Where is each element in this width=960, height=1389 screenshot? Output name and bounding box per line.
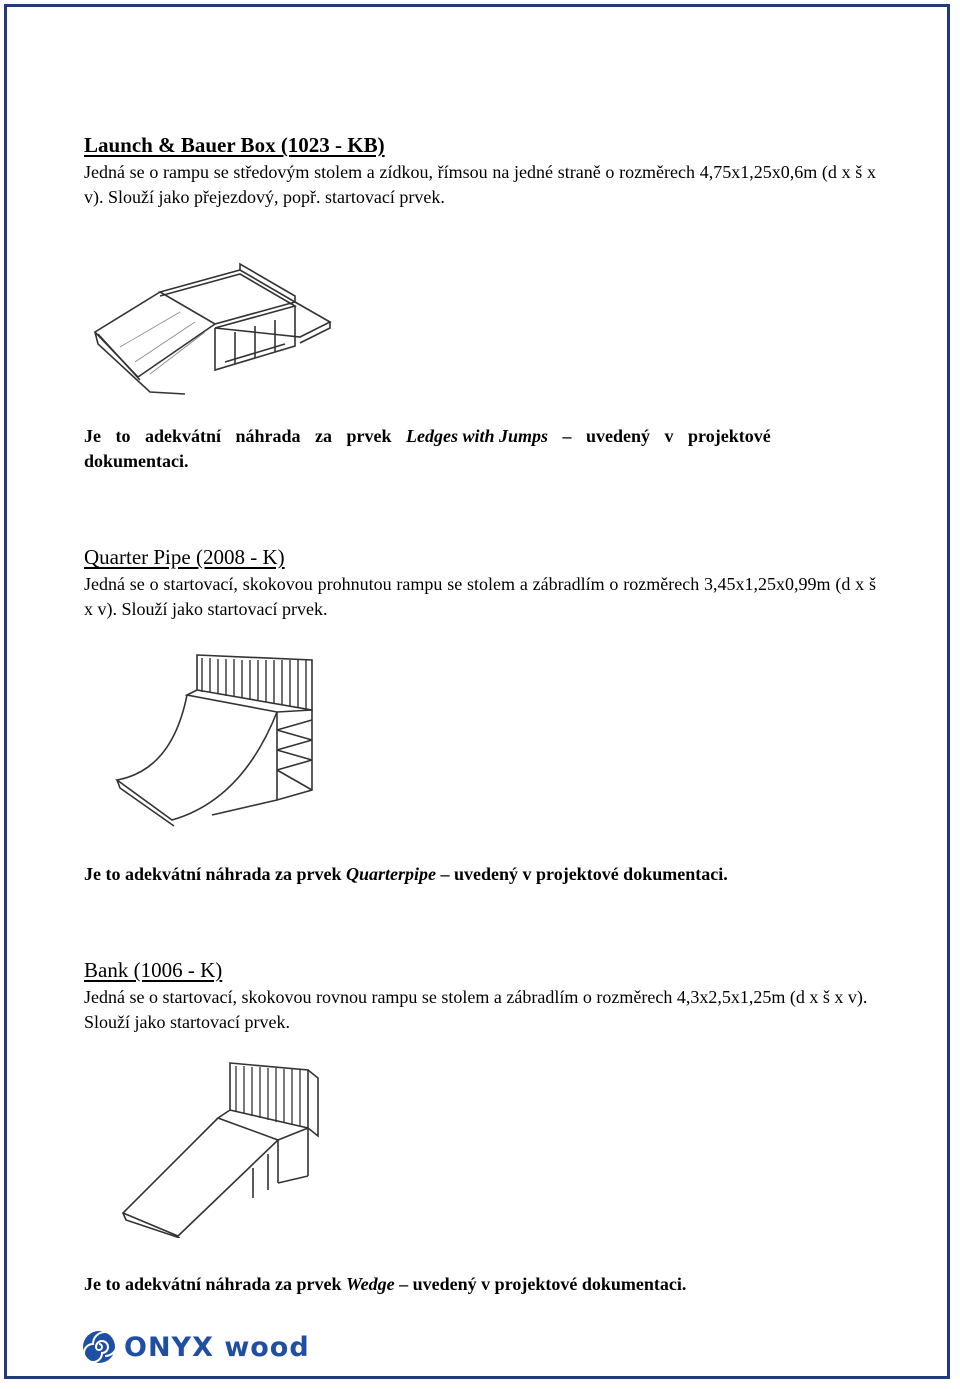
note-item: Ledges with Jumps [406, 426, 549, 446]
note-item: Quarterpipe [346, 864, 437, 884]
section-description: Jedná se o rampu se středovým stolem a zídkou, římsou na jedné straně o rozměrech 4,75x1,25x0,6m (d x š x v). Slouží jako přejezdový, popř. startovací prvek. [84, 162, 876, 207]
section-note [84, 1272, 884, 1297]
section-note [84, 424, 884, 474]
note-suffix: – uvedený v projektové dokumentaci. [84, 426, 771, 471]
note-suffix: – uvedený v projektové dokumentaci. [436, 864, 728, 884]
note-prefix: Je to adekvátní náhrada za prvek [84, 864, 347, 884]
section-description: Jedná se o startovací, skokovou prohnutou rampu se stolem a zábradlím o rozměrech 3,45x1,25x0,99m (d x š x v). Slouží jako startovací prvek. [84, 574, 876, 619]
section-launch-bauer-box [84, 133, 876, 210]
note-prefix: Je to adekvátní náhrada za prvek [84, 1274, 347, 1294]
note-suffix: – uvedený v projektové dokumentaci. [394, 1274, 687, 1294]
section-title: Bank (1006 - K) [84, 958, 223, 982]
section-quarter-pipe [84, 545, 876, 622]
section-title: Launch & Bauer Box (1023 - KB) [84, 133, 385, 157]
section-description: Jedná se o startovací, skokovou rovnou rampu se stolem a zábradlím o rozměrech 4,3x2,5x1,25m (d x š x v). Slouží jako startovací prvek. [84, 987, 868, 1032]
note-item: Wedge [346, 1274, 395, 1294]
section-bank [84, 958, 876, 1035]
section-title: Quarter Pipe (2008 - K) [84, 545, 285, 569]
onyx-wood-logo [82, 1330, 310, 1364]
quarter-pipe-illustration [112, 650, 327, 830]
section-note [84, 862, 884, 887]
spiral-logo-icon [82, 1330, 116, 1364]
launch-bauer-box-illustration [90, 262, 340, 397]
bank-illustration [118, 1058, 323, 1238]
logo-text: ONYX wood [124, 1331, 310, 1363]
note-prefix: Je to adekvátní náhrada za prvek [84, 426, 407, 446]
